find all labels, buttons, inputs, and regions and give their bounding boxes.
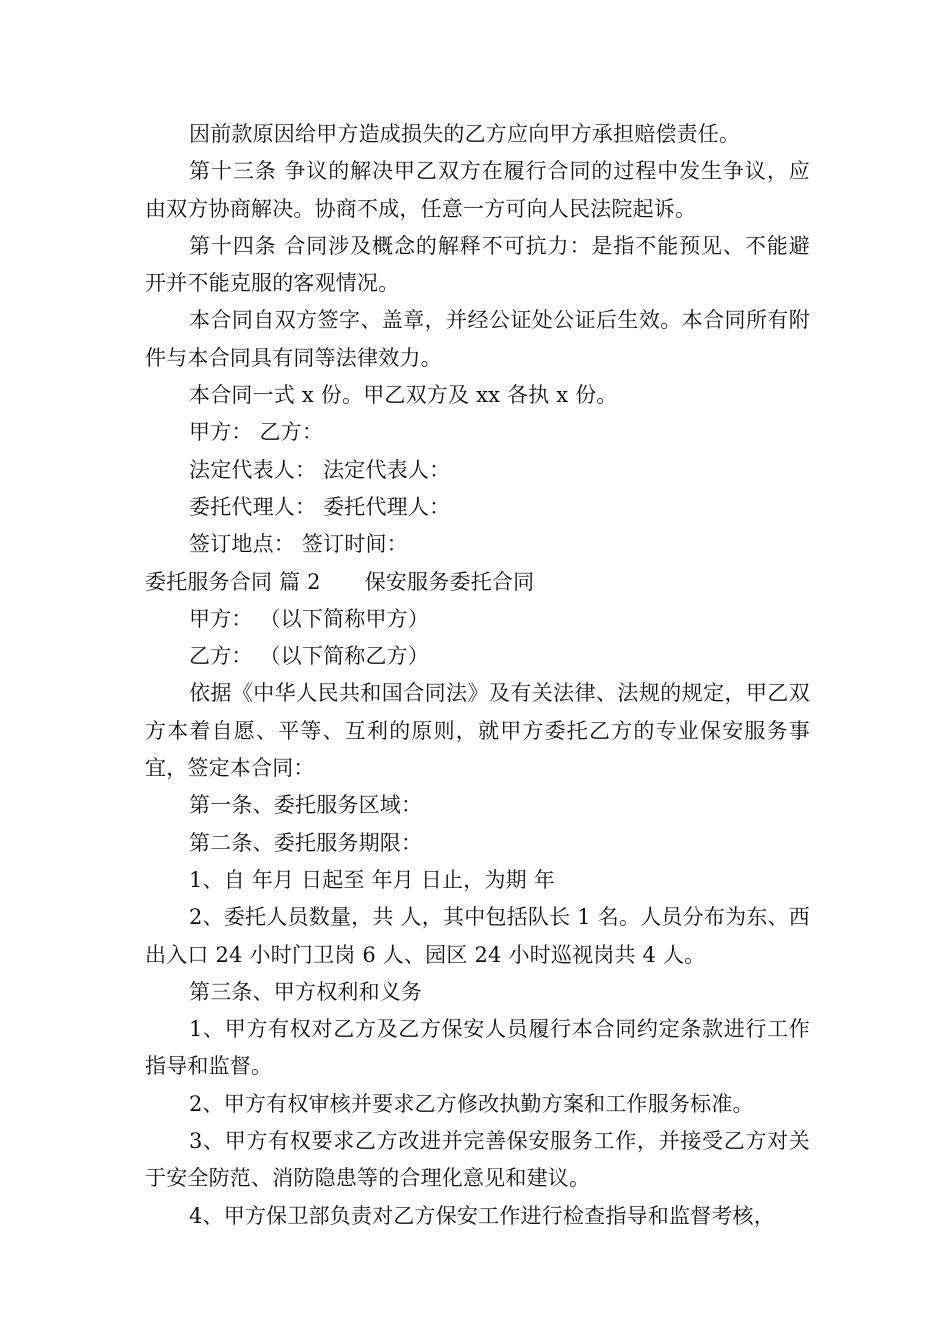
signature-line: 甲方： 乙方： <box>189 420 324 445</box>
paragraph: 依据《中华人民共和国合同法》及有关法律、法规的规定，甲乙双方本着自愿、平等、互利的原则，就甲方委托乙方的专业保安服务事宜，签定本合同： <box>145 681 810 781</box>
clause-heading: 第二条、委托服务期限： <box>189 830 423 855</box>
section-heading-right: 保安服务委托合同 <box>364 569 535 594</box>
clause-heading: 第一条、委托服务区域： <box>189 793 423 818</box>
clause-item: 1、甲方有权对乙方及乙方保安人员履行本合同约定条款进行工作指导和监督。 <box>145 1017 810 1079</box>
clause-heading: 第三条、甲方权利和义务 <box>189 979 423 1004</box>
signature-line: 签订地点： 签订时间： <box>189 532 408 557</box>
paragraph: 第十三条 争议的解决甲乙双方在履行合同的过程中发生争议，应由双方协商解决。协商不成，任意一方可向人民法院起诉。 <box>145 159 810 221</box>
clause-item: 2、委托人员数量，共 人，其中包括队长 1 名。人员分布为东、西出入口 24 小时门卫岗 6 人、园区 24 小时巡视岗共 4 人。 <box>145 905 810 967</box>
paragraph: 第十四条 合同涉及概念的解释不可抗力：是指不能预见、不能避开并不能克服的客观情况。 <box>145 233 810 296</box>
clause-item: 1、自 年月 日起至 年月 日止，为期 年 <box>189 867 555 892</box>
paragraph: 本合同自双方签字、盖章，并经公证处公证后生效。本合同所有附件与本合同具有同等法律效力。 <box>145 308 810 370</box>
party-line: 甲方： （以下简称甲方） <box>189 606 430 631</box>
clause-item: 3、甲方有权要求乙方改进并完善保安服务工作，并接受乙方对关于安全防范、消防隐患等的合理化意见和建议。 <box>145 1129 810 1191</box>
party-line: 乙方： （以下简称乙方） <box>189 644 430 669</box>
clause-item: 4、甲方保卫部负责对乙方保安工作进行检查指导和监督考核， <box>189 1203 775 1228</box>
paragraph: 因前款原因给甲方造成损失的乙方应向甲方承担赔偿责任。 <box>189 122 741 146</box>
signature-line: 委托代理人： 委托代理人： <box>189 494 451 519</box>
section-heading-left: 委托服务合同 篇 2 <box>145 569 321 594</box>
section-heading <box>145 564 810 601</box>
document-body <box>145 116 810 1235</box>
clause-item: 2、甲方有权审核并要求乙方修改执勤方案和工作服务标准。 <box>189 1091 754 1116</box>
paragraph: 本合同一式 x 份。甲乙双方及 xx 各执 x 份。 <box>189 383 618 408</box>
signature-line: 法定代表人： 法定代表人： <box>189 457 451 482</box>
